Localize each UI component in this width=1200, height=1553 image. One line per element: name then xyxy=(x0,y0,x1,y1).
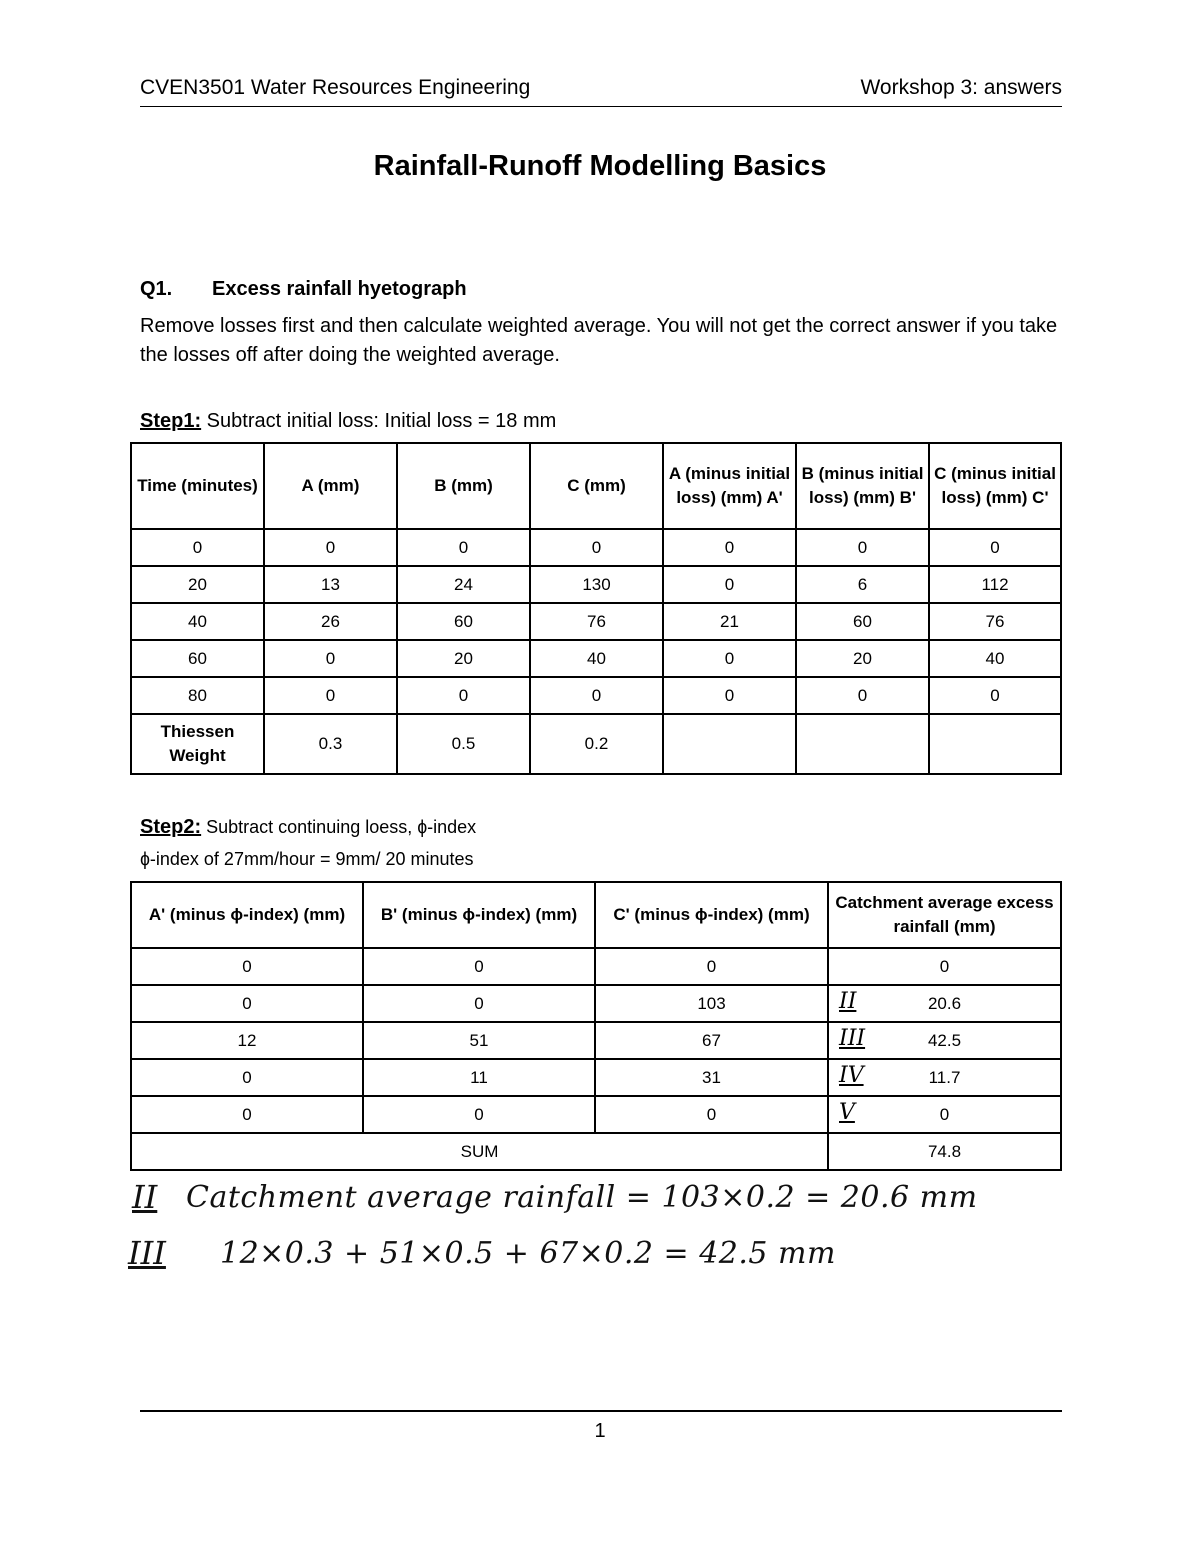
column-header: C (mm) xyxy=(530,443,663,529)
sum-label: SUM xyxy=(131,1133,828,1170)
question-heading xyxy=(140,278,467,301)
footer-divider xyxy=(140,1410,1062,1412)
course-title: CVEN3501 Water Resources Engineering xyxy=(140,76,531,99)
table-cell: 40 xyxy=(131,603,264,640)
table-cell: 0 xyxy=(663,566,796,603)
average-value: 42.5 xyxy=(927,1030,962,1050)
average-cell xyxy=(828,948,1061,985)
step2-text: Subtract continuing loess, ɸ-index xyxy=(201,817,477,837)
table-cell xyxy=(929,714,1061,774)
sum-value: 74.8 xyxy=(828,1133,1061,1170)
table-cell: 60 xyxy=(796,603,929,640)
table-cell: 76 xyxy=(929,603,1061,640)
row-mark: IV xyxy=(839,1063,864,1088)
table-row xyxy=(131,1059,1061,1096)
average-cell xyxy=(828,985,1061,1022)
table-cell: 0 xyxy=(264,677,397,714)
table-cell: 112 xyxy=(929,566,1061,603)
average-cell xyxy=(828,1096,1061,1133)
column-header: C' (minus ɸ-index) (mm) xyxy=(595,882,828,948)
table-cell: 60 xyxy=(131,640,264,677)
row-mark: V xyxy=(839,1100,855,1125)
table-cell: 6 xyxy=(796,566,929,603)
table-cell xyxy=(663,714,796,774)
question-title: Excess rainfall hyetograph xyxy=(212,278,467,300)
average-value: 11.7 xyxy=(928,1067,961,1087)
table-cell: 0 xyxy=(663,677,796,714)
table-cell: 31 xyxy=(595,1059,828,1096)
column-header: A (mm) xyxy=(264,443,397,529)
sum-row xyxy=(131,1133,1061,1170)
page-header xyxy=(140,76,1062,107)
table-cell: 0 xyxy=(131,1059,363,1096)
average-value: 0 xyxy=(939,956,950,976)
row-mark: II xyxy=(839,989,857,1014)
table-cell: 0 xyxy=(363,948,595,985)
table-cell: 24 xyxy=(397,566,530,603)
phi-index-note: ɸ-index of 27mm/hour = 9mm/ 20 minutes xyxy=(140,849,474,869)
table-cell: 40 xyxy=(530,640,663,677)
question-number: Q1. xyxy=(140,278,173,300)
table-row xyxy=(131,677,1061,714)
table-cell: 40 xyxy=(929,640,1061,677)
column-header: A (minus initial loss) (mm) A' xyxy=(663,443,796,529)
table-cell: 0 xyxy=(663,640,796,677)
column-header: B (mm) xyxy=(397,443,530,529)
table-cell: 0 xyxy=(131,948,363,985)
table-cell: 60 xyxy=(397,603,530,640)
average-cell xyxy=(828,1022,1061,1059)
table-cell: 0 xyxy=(131,529,264,566)
table-cell: 20 xyxy=(796,640,929,677)
table-cell: 130 xyxy=(530,566,663,603)
table-header-row xyxy=(131,443,1061,529)
row-header: Thiessen Weight xyxy=(131,714,264,774)
table-row xyxy=(131,640,1061,677)
table-cell: 11 xyxy=(363,1059,595,1096)
table-cell: 0 xyxy=(929,529,1061,566)
table-cell: 0 xyxy=(796,529,929,566)
table-cell: 0 xyxy=(796,677,929,714)
table-cell: 12 xyxy=(131,1022,363,1059)
step2-label: Step2: xyxy=(140,816,202,838)
handwritten-mark-1: II xyxy=(132,1178,158,1216)
table-cell: 0 xyxy=(663,529,796,566)
row-mark: III xyxy=(839,1026,866,1051)
instruction-paragraph: Remove losses first and then calculate weighted average. You will not get the correct answer if you take the losses off after doing the weighted average. xyxy=(140,315,1058,366)
table-cell: 0.5 xyxy=(397,714,530,774)
table-cell: 51 xyxy=(363,1022,595,1059)
table-cell: 0 xyxy=(397,529,530,566)
table-row xyxy=(131,1096,1061,1133)
column-header: B' (minus ɸ-index) (mm) xyxy=(363,882,595,948)
page-title: Rainfall-Runoff Modelling Basics xyxy=(373,150,827,182)
table-cell: 0 xyxy=(530,677,663,714)
table-row xyxy=(131,1022,1061,1059)
table-cell: 0 xyxy=(131,1096,363,1133)
average-cell xyxy=(828,1059,1061,1096)
table-header-row xyxy=(131,882,1061,948)
average-value: 0 xyxy=(939,1104,950,1124)
handwritten-note-1: Catchment average rainfall = 103×0.2 = 20.6 mm xyxy=(186,1180,978,1215)
table-cell: 0.3 xyxy=(264,714,397,774)
table-row xyxy=(131,529,1061,566)
table-cell: 0.2 xyxy=(530,714,663,774)
workshop-label: Workshop 3: answers xyxy=(860,76,1062,99)
table-cell: 80 xyxy=(131,677,264,714)
table-cell: 21 xyxy=(663,603,796,640)
table-cell: 0 xyxy=(397,677,530,714)
table-cell: 0 xyxy=(131,985,363,1022)
table-cell: 13 xyxy=(264,566,397,603)
handwritten-mark-2: III xyxy=(128,1234,166,1272)
table-cell: 67 xyxy=(595,1022,828,1059)
step2-heading xyxy=(140,816,476,839)
step1-text: Subtract initial loss: Initial loss = 18 mm xyxy=(201,410,557,432)
table-cell: 20 xyxy=(397,640,530,677)
page-number: 1 xyxy=(594,1420,606,1442)
table-cell: 0 xyxy=(595,948,828,985)
column-header: B (minus initial loss) (mm) B' xyxy=(796,443,929,529)
table-cell: 0 xyxy=(363,985,595,1022)
column-header: A' (minus ɸ-index) (mm) xyxy=(131,882,363,948)
thiessen-weight-row xyxy=(131,714,1061,774)
table-cell: 20 xyxy=(131,566,264,603)
handwritten-note-2: 12×0.3 + 51×0.5 + 67×0.2 = 42.5 mm xyxy=(220,1236,836,1271)
phi-index-table xyxy=(130,881,1062,1171)
table-row xyxy=(131,985,1061,1022)
step1-heading xyxy=(140,410,556,433)
table-cell: 0 xyxy=(595,1096,828,1133)
table-cell: 103 xyxy=(595,985,828,1022)
table-cell: 0 xyxy=(929,677,1061,714)
table-cell xyxy=(796,714,929,774)
table-cell: 0 xyxy=(530,529,663,566)
table-cell: 0 xyxy=(363,1096,595,1133)
step1-label: Step1: xyxy=(140,410,202,432)
table-cell: 76 xyxy=(530,603,663,640)
table-row xyxy=(131,948,1061,985)
initial-loss-table xyxy=(130,442,1062,775)
column-header: C (minus initial loss) (mm) C' xyxy=(929,443,1061,529)
column-header: Catchment average excess rainfall (mm) xyxy=(828,882,1061,948)
table-row xyxy=(131,603,1061,640)
average-value: 20.6 xyxy=(927,993,962,1013)
table-cell: 0 xyxy=(264,529,397,566)
table-row xyxy=(131,566,1061,603)
column-header: Time (minutes) xyxy=(131,443,264,529)
table-cell: 0 xyxy=(264,640,397,677)
table-cell: 26 xyxy=(264,603,397,640)
